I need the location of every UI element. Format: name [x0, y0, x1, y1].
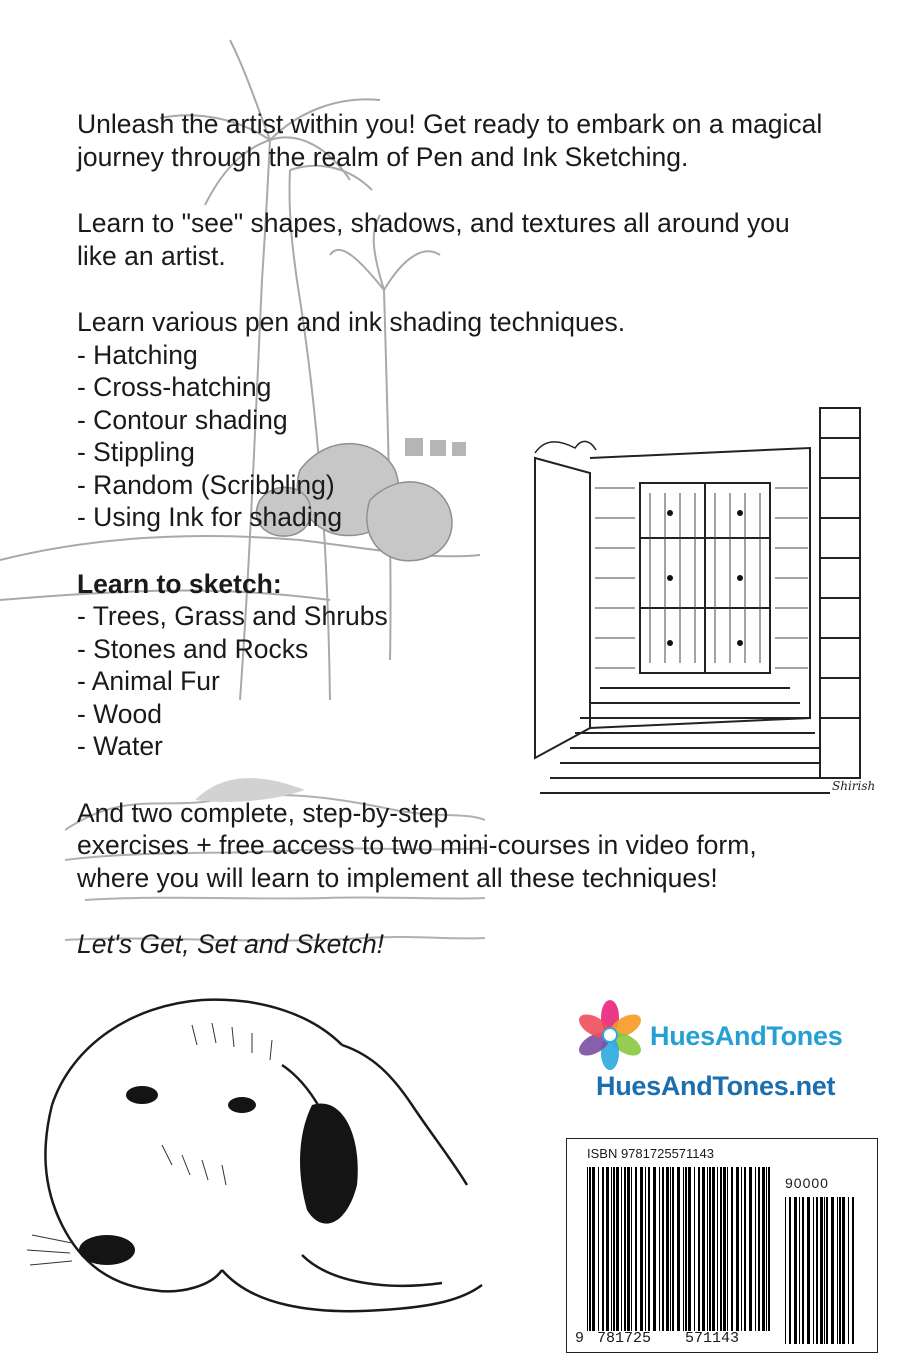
barcode-bar — [816, 1197, 818, 1344]
barcode-bar — [839, 1197, 841, 1344]
barcode-bar — [731, 1167, 733, 1331]
barcode-digit-group: 781725 — [597, 1330, 652, 1347]
sketch-item: - Trees, Grass and Shrubs — [77, 601, 388, 631]
exercise-line: exercises + free access to two mini-courses in video form, — [77, 830, 757, 860]
sketch-item: - Animal Fur — [77, 666, 220, 696]
barcode-bar — [727, 1167, 728, 1331]
barcode-bar — [685, 1167, 687, 1331]
isbn-label: ISBN 9781725571143 — [587, 1146, 714, 1161]
barcode-bar — [807, 1197, 810, 1344]
svg-text:Shirish: Shirish — [832, 779, 876, 793]
barcode-bar — [802, 1197, 804, 1344]
price-code: 90000 — [785, 1175, 829, 1191]
barcode-bar — [744, 1167, 746, 1331]
intro-line: Unleash the artist within you! Get ready to embark on a magical — [77, 109, 823, 139]
barcode-bar — [831, 1197, 834, 1344]
sketch-heading: Learn to sketch: — [77, 568, 282, 599]
barcode-bar — [666, 1167, 669, 1331]
barcode-digit-group: 9 — [575, 1330, 585, 1347]
barcode-bar — [741, 1167, 742, 1331]
shading-item: - Hatching — [77, 339, 198, 370]
barcode-bar — [837, 1197, 838, 1344]
flower-logo-icon — [572, 997, 648, 1073]
barcode-bar — [758, 1167, 760, 1331]
barcode-bar — [587, 1167, 588, 1331]
barcode-bar — [762, 1167, 765, 1331]
barcode-bar — [799, 1197, 800, 1344]
barcode-bar — [621, 1167, 622, 1331]
intro-line: journey through the realm of Pen and Ink Sketching. — [77, 141, 689, 172]
barcode-bar — [631, 1167, 632, 1331]
see-line: Learn to "see" shapes, shadows, and textures all around you — [77, 208, 790, 238]
barcode-bar — [720, 1167, 722, 1331]
barcode-bar — [613, 1167, 615, 1331]
barcode-bar — [598, 1167, 599, 1331]
barcode-bar — [794, 1197, 797, 1344]
shading-item: - Random (Scribbling) — [77, 469, 335, 500]
barcode-bar — [694, 1167, 695, 1331]
barcode-bar — [712, 1167, 715, 1331]
see-line: like an artist. — [77, 240, 226, 271]
barcode-bar — [645, 1167, 646, 1331]
closing-line: Let's Get, Set and Sketch! — [77, 929, 385, 959]
barcode-bar — [683, 1167, 684, 1331]
barcode-bar — [848, 1197, 849, 1344]
barcode-bar — [702, 1167, 705, 1331]
barcode-bar — [813, 1197, 814, 1344]
shading-heading: Learn various pen and ink shading techniques. — [77, 307, 626, 337]
barcode-bar — [627, 1167, 630, 1331]
isbn-barcode — [567, 1139, 877, 1352]
barcode-bar — [640, 1167, 643, 1331]
sketch-item: - Water — [77, 731, 163, 761]
barcode-bar — [789, 1197, 791, 1344]
barcode-bar — [672, 1167, 674, 1331]
barcode-bar — [852, 1197, 854, 1344]
barcode-bar — [648, 1167, 650, 1331]
sketch-item: - Stones and Rocks — [77, 633, 309, 664]
barcode-bar — [662, 1167, 664, 1331]
exercise-line: where you will learn to implement all these techniques! — [77, 862, 718, 893]
barcode-bar — [602, 1167, 604, 1331]
barcode-bar — [616, 1167, 619, 1331]
publisher-name: HuesAndTones — [650, 1021, 843, 1051]
shading-item: - Cross-hatching — [77, 372, 272, 402]
barcode-bar — [826, 1197, 828, 1344]
shading-item: - Contour shading — [77, 404, 288, 435]
publisher-url[interactable]: HuesAndTones.net — [596, 1071, 836, 1101]
barcode-bar — [659, 1167, 660, 1331]
shading-item: - Using Ink for shading — [77, 502, 343, 532]
barcode-digit-group: 571143 — [685, 1330, 740, 1347]
barcode-bar — [785, 1197, 786, 1344]
barcode-bar — [736, 1167, 739, 1331]
barcode-bar — [768, 1167, 770, 1331]
barcode-bar — [717, 1167, 718, 1331]
barcode-bar — [624, 1167, 626, 1331]
resting-dog-sketch — [12, 985, 497, 1345]
publisher-brand — [572, 995, 872, 1105]
barcode-bar — [820, 1197, 823, 1344]
barcode-bar — [749, 1167, 752, 1331]
barcode-bar — [653, 1167, 656, 1331]
barcode-bar — [766, 1167, 767, 1331]
barcode-bar — [677, 1167, 680, 1331]
barcode-bar — [589, 1167, 591, 1331]
exercise-line: And two complete, step-by-step — [77, 797, 449, 828]
barcode-bar — [606, 1167, 609, 1331]
barcode-bar — [611, 1167, 612, 1331]
barcode-bar — [670, 1167, 671, 1331]
barcode-bar — [824, 1197, 825, 1344]
isbn-barcode-box — [566, 1138, 878, 1353]
sketch-item: - Wood — [77, 698, 162, 729]
barcode-bar — [842, 1197, 845, 1344]
barcode-bar — [709, 1167, 711, 1331]
barcode-bar — [635, 1167, 637, 1331]
barcode-bar — [688, 1167, 691, 1331]
back-cover-copy — [77, 108, 857, 961]
barcode-bar — [707, 1167, 708, 1331]
barcode-bar — [592, 1167, 595, 1331]
shading-item: - Stippling — [77, 437, 195, 467]
barcode-bar — [755, 1167, 756, 1331]
barcode-bar — [723, 1167, 726, 1331]
barcode-bar — [698, 1167, 700, 1331]
